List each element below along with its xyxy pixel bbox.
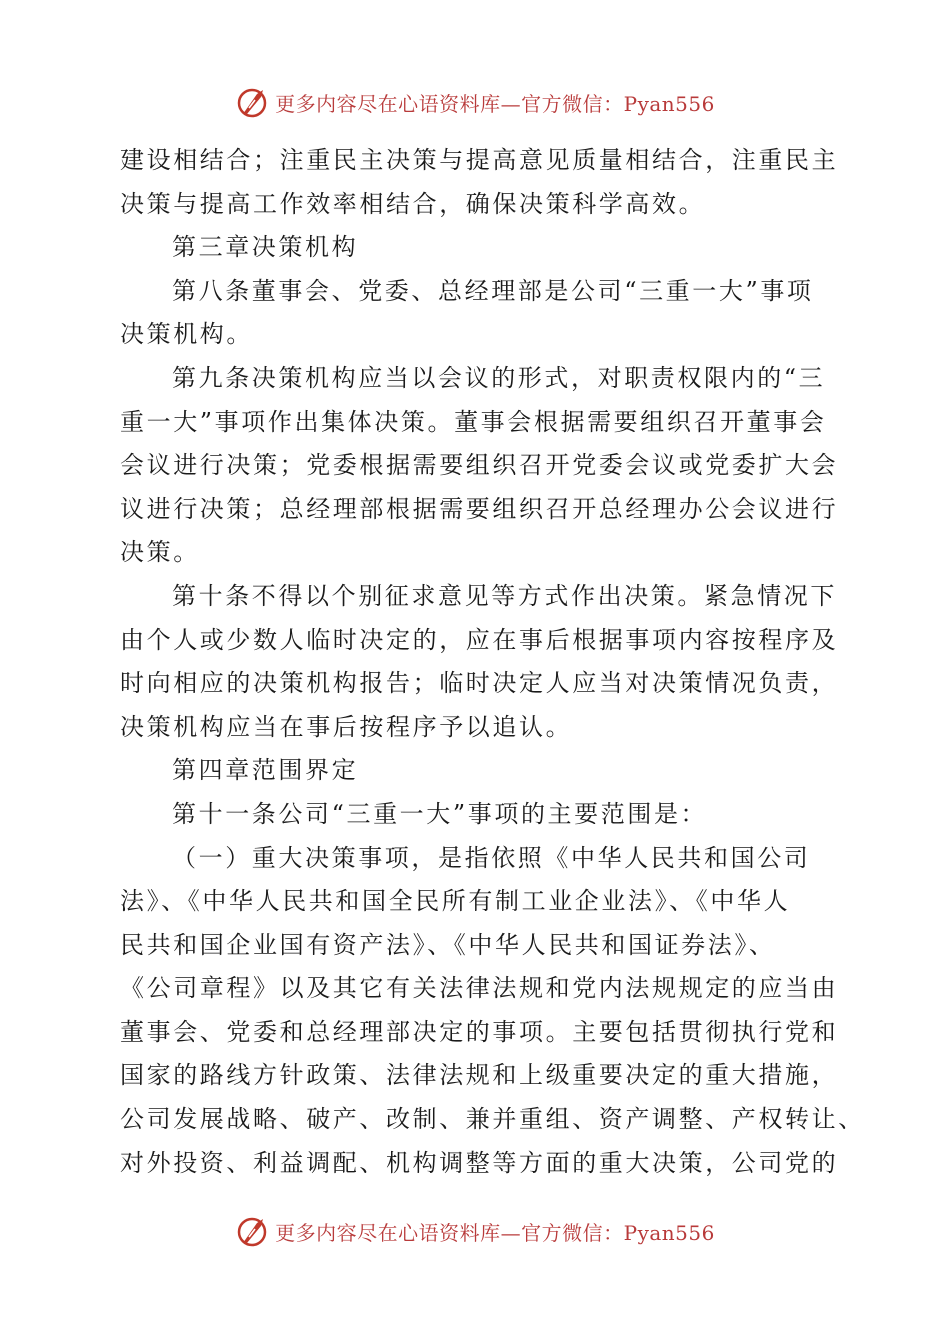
text-line: 公司发展战略、破产、改制、兼并重组、资产调整、产权转让、 [120, 1105, 865, 1134]
text-line: 决策机构。 [120, 320, 253, 349]
text-line: 第四章范围界定 [172, 756, 359, 785]
text-line: 建设相结合；注重民主决策与提高意见质量相结合，注重民主 [120, 146, 839, 174]
text-line: 第十条不得以个别征求意见等方式作出决策。紧急情况下 [172, 581, 837, 610]
text-line: 决策与提高工作效率相结合，确保决策科学高效。 [120, 189, 706, 218]
text-line: 会议进行决策；党委根据需要组织召开党委会议或党委扩大会 [120, 451, 839, 480]
text-line: 决策机构应当在事后按程序予以追认。 [120, 712, 573, 741]
text-line: 决策。 [120, 538, 200, 567]
text-line: 议进行决策；总经理部根据需要组织召开总经理办公会议进行 [120, 494, 839, 523]
watermark-text: 更多内容尽在心语资料库—官方微信：Pyan556 [275, 1220, 715, 1245]
watermark-text: 更多内容尽在心语资料库—官方微信：Pyan556 [275, 91, 715, 116]
text-line: 对外投资、利益调配、机构调整等方面的重大决策，公司党的 [120, 1148, 839, 1177]
text-line: 《公司章程》以及其它有关法律法规和党内法规规定的应当由 [120, 974, 839, 1003]
text-line: 法》、《中华人民共和国全民所有制工业企业法》、《中华人 [120, 887, 791, 916]
watermark-banner-bottom [0, 1211, 950, 1251]
text-line: 第三章决策机构 [172, 233, 359, 262]
pen-nib-logo-icon [235, 84, 271, 120]
text-line: （一）重大决策事项，是指依照《中华人民共和国公司 [172, 843, 811, 872]
text-line: 董事会、党委和总经理部决定的事项。主要包括贯彻执行党和 [120, 1017, 839, 1046]
text-line: 由个人或少数人临时决定的，应在事后根据事项内容按程序及 [120, 625, 839, 654]
text-line: 重一大”事项作出集体决策。董事会根据需要组织召开董事会 [120, 407, 827, 436]
text-line: 第八条董事会、党委、总经理部是公司“三重一大”事项 [172, 276, 814, 305]
text-line: 民共和国企业国有资产法》、《中华人民共和国证券法》、 [120, 930, 776, 959]
text-line: 时向相应的决策机构报告；临时决定人应当对决策情况负责， [120, 669, 839, 698]
document-body [120, 139, 865, 1185]
text-line: 第九条决策机构应当以会议的形式，对职责权限内的“三 [172, 363, 826, 392]
text-line: 国家的路线方针政策、法律法规和上级重要决定的重大措施， [120, 1061, 839, 1090]
pen-nib-logo-icon [235, 1213, 271, 1249]
watermark-banner-top [0, 82, 950, 122]
text-line: 第十一条公司“三重一大”事项的主要范围是： [172, 799, 708, 828]
